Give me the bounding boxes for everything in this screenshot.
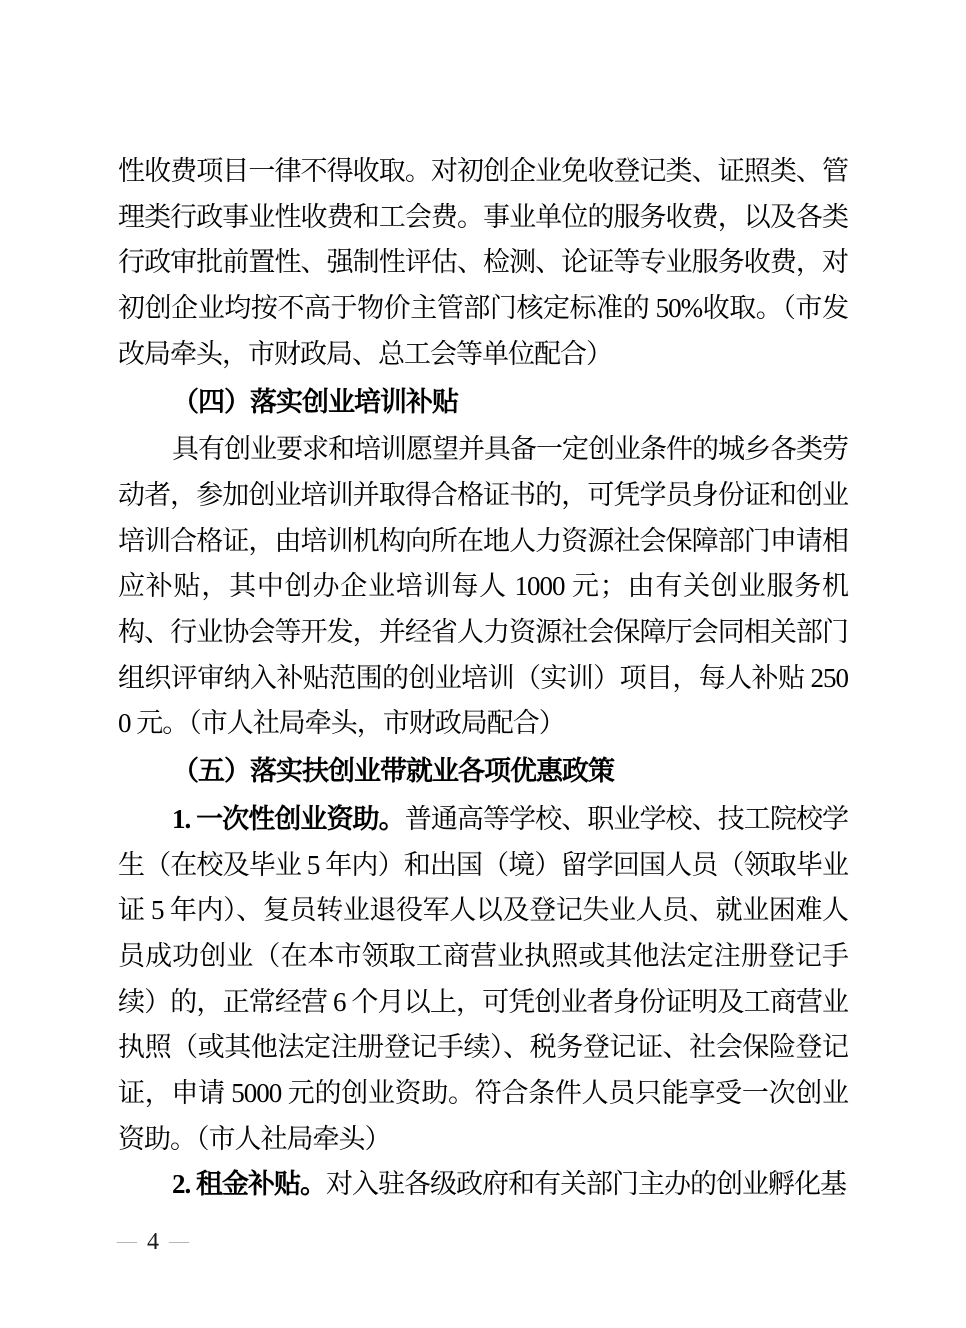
- bold-text-run: （四）落实创业培训补贴: [172, 386, 458, 417]
- text-run: 对入驻各级政府和有关部门主办的创业孵化基: [326, 1169, 846, 1200]
- document-body: [118, 149, 848, 1208]
- footer-right-dash: —: [169, 1230, 189, 1252]
- paragraph: [118, 149, 848, 378]
- text-run: 性收费项目一律不得收取。对初创企业免收登记类、证照类、管理类行政事业性收费和工会费。事业单位的服务收费，以及各类行政审批前置性、强制性评估、检测、论证等专业服务收费，对初创企业均按不高于物价主管部门核定标准的 50%收取。（市发改局牵头，市财政局、总工会等单位配合）: [118, 156, 848, 369]
- footer-left-dash: —: [117, 1230, 137, 1252]
- text-run: 普通高等学校、职业学校、技工院校学生（在校及毕业 5 年内）和出国（境）留学回国人员（领取毕业证 5 年内）、复员转业退役军人以及登记失业人员、就业困难人员成功创业（在本市领取工商营业执照或其他法定注册登记手续）的，正常经营 6 个月以上，可凭创业者身份证明及工商营业执照（或其他法定注册登记手续）、税务登记证、社会保险登记证，申请 5000 元的创业资助。符合条件人员只能享受一次创业资助。（市人社局牵头）: [118, 803, 849, 1154]
- page-footer: [117, 1226, 189, 1257]
- section-heading: [118, 380, 848, 426]
- page-number: 4: [147, 1229, 159, 1255]
- section-heading: [118, 749, 848, 795]
- text-run: 具有创业要求和培训愿望并具备一定创业条件的城乡各类劳动者，参加创业培训并取得合格证书的，可凭学员身份证和创业培训合格证，由培训机构向所在地人力资源社会保障部门申请相应补贴，其中创办企业培训每人 1000 元；由有关创业服务机构、行业协会等开发，并经省人力资源社会保障厅会同相关部门组织评审纳入补贴范围的创业培训（实训）项目，每人补贴 2500 元。（市人社局牵头，市财政局配合）: [118, 434, 848, 739]
- paragraph: [118, 427, 848, 747]
- bold-text-run: （五）落实扶创业带就业各项优惠政策: [172, 756, 614, 787]
- paragraph: [118, 1162, 848, 1208]
- paragraph: [118, 797, 848, 1163]
- bold-text-run: 2. 租金补贴。: [172, 1169, 326, 1200]
- bold-text-run: 1. 一次性创业资助。: [172, 803, 405, 834]
